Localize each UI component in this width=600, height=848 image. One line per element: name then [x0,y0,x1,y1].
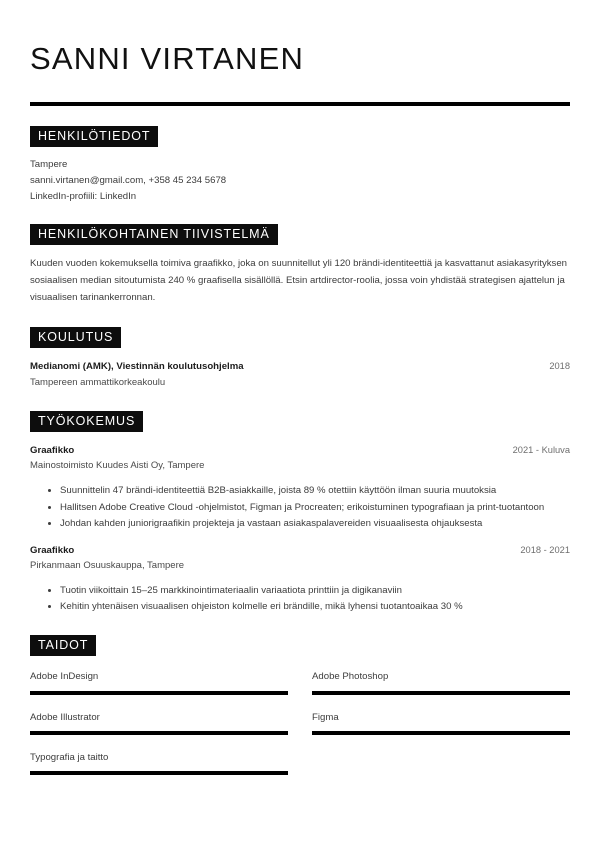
skill-item [30,670,288,694]
section-education [30,327,570,390]
skill-name: Adobe InDesign [30,671,99,683]
skill-level-bar [30,731,288,735]
education-entry [30,360,570,390]
experience-entry [30,444,570,532]
section-label-contact: HENKILÖTIEDOT [30,126,158,147]
list-item: Kehitin yhtenäisen visuaalisen ohjeiston kolmelle eri brändille, mikä lyhensi tuotantoaikaa 30 % [48,599,570,615]
section-experience [30,411,570,615]
experience-employer: Pirkanmaan Osuuskauppa, Tampere [30,560,185,572]
contact-location: Tampere [30,159,68,171]
skills-grid [30,670,570,791]
candidate-name: SANNI VIRTANEN [30,41,305,76]
section-summary [30,224,570,307]
education-entry-head [30,360,570,374]
skill-item [30,711,288,735]
list-item: Hallitsen Adobe Creative Cloud -ohjelmistot, Figman ja Procreaten; erikoistuminen typografiaan ja print-tuotantoon [48,500,570,516]
section-skills [30,635,570,792]
section-contact [30,126,570,204]
skill-item [312,711,570,735]
skill-name: Figma [312,711,339,723]
skill-level-bar [30,771,288,775]
section-label-summary: HENKILÖKOHTAINEN TIIVISTELMÄ [30,224,278,245]
skill-name: Typografia ja taitto [30,751,109,763]
summary-text: Kuuden vuoden kokemuksella toimiva graafikko, joka on suunnitellut yli 120 brändi-identiteettiä ja kasvattanut asiakasyrityksen sosiaalisen median sitoutumista 240 % graafisella sisällöllä. Etsin artdirector-roolia, jossa voin yhdistää strategisen ajattelun ja visuaalisen tarinankerronnan. [30,258,568,304]
skill-name: Adobe Illustrator [30,711,100,723]
skill-name: Adobe Photoshop [312,671,389,683]
experience-entry-head [30,444,570,458]
section-label-education: KOULUTUS [30,327,121,348]
education-institution: Tampereen ammattikorkeakoulu [30,376,166,388]
experience-entry-head [30,544,570,558]
header-divider [30,102,570,106]
contact-email-phone: sanni.virtanen@gmail.com, +358 45 234 5678 [30,175,227,186]
contact-details [30,157,570,204]
experience-date: 2021 - Kuluva [512,444,570,455]
skill-level-bar [312,731,570,735]
experience-job-title: Graafikko [30,544,75,556]
experience-bullet-list [30,483,570,532]
skill-item [30,751,288,775]
skill-level-bar [30,691,288,695]
skill-level-bar [312,691,570,695]
section-label-experience: TYÖKOKEMUS [30,411,143,432]
list-item: Johdan kahden juniorigraafikin projekteja ja vastaan asiakaspalavereiden visuaalisesta ohjauksesta [48,516,570,532]
contact-linkedin: LinkedIn-profiili: LinkedIn [30,190,137,202]
education-degree: Medianomi (AMK), Viestinnän koulutusohjelma [30,361,244,373]
experience-date: 2018 - 2021 [520,544,570,555]
experience-entry [30,544,570,615]
list-item: Suunnittelin 47 brändi-identiteettiä B2B-asiakkaille, joista 89 % otettiin käyttöön ilman suuria muutoksia [48,483,570,499]
experience-job-title: Graafikko [30,444,75,456]
skill-item [312,670,570,694]
experience-bullet-list [30,583,570,615]
education-date: 2018 [549,361,570,372]
experience-employer: Mainostoimisto Kuudes Aisti Oy, Tampere [30,460,205,472]
section-label-skills: TAIDOT [30,635,96,656]
list-item: Tuotin viikoittain 15–25 markkinointimateriaalin variaatiota printtiin ja digikanaviin [48,583,570,599]
